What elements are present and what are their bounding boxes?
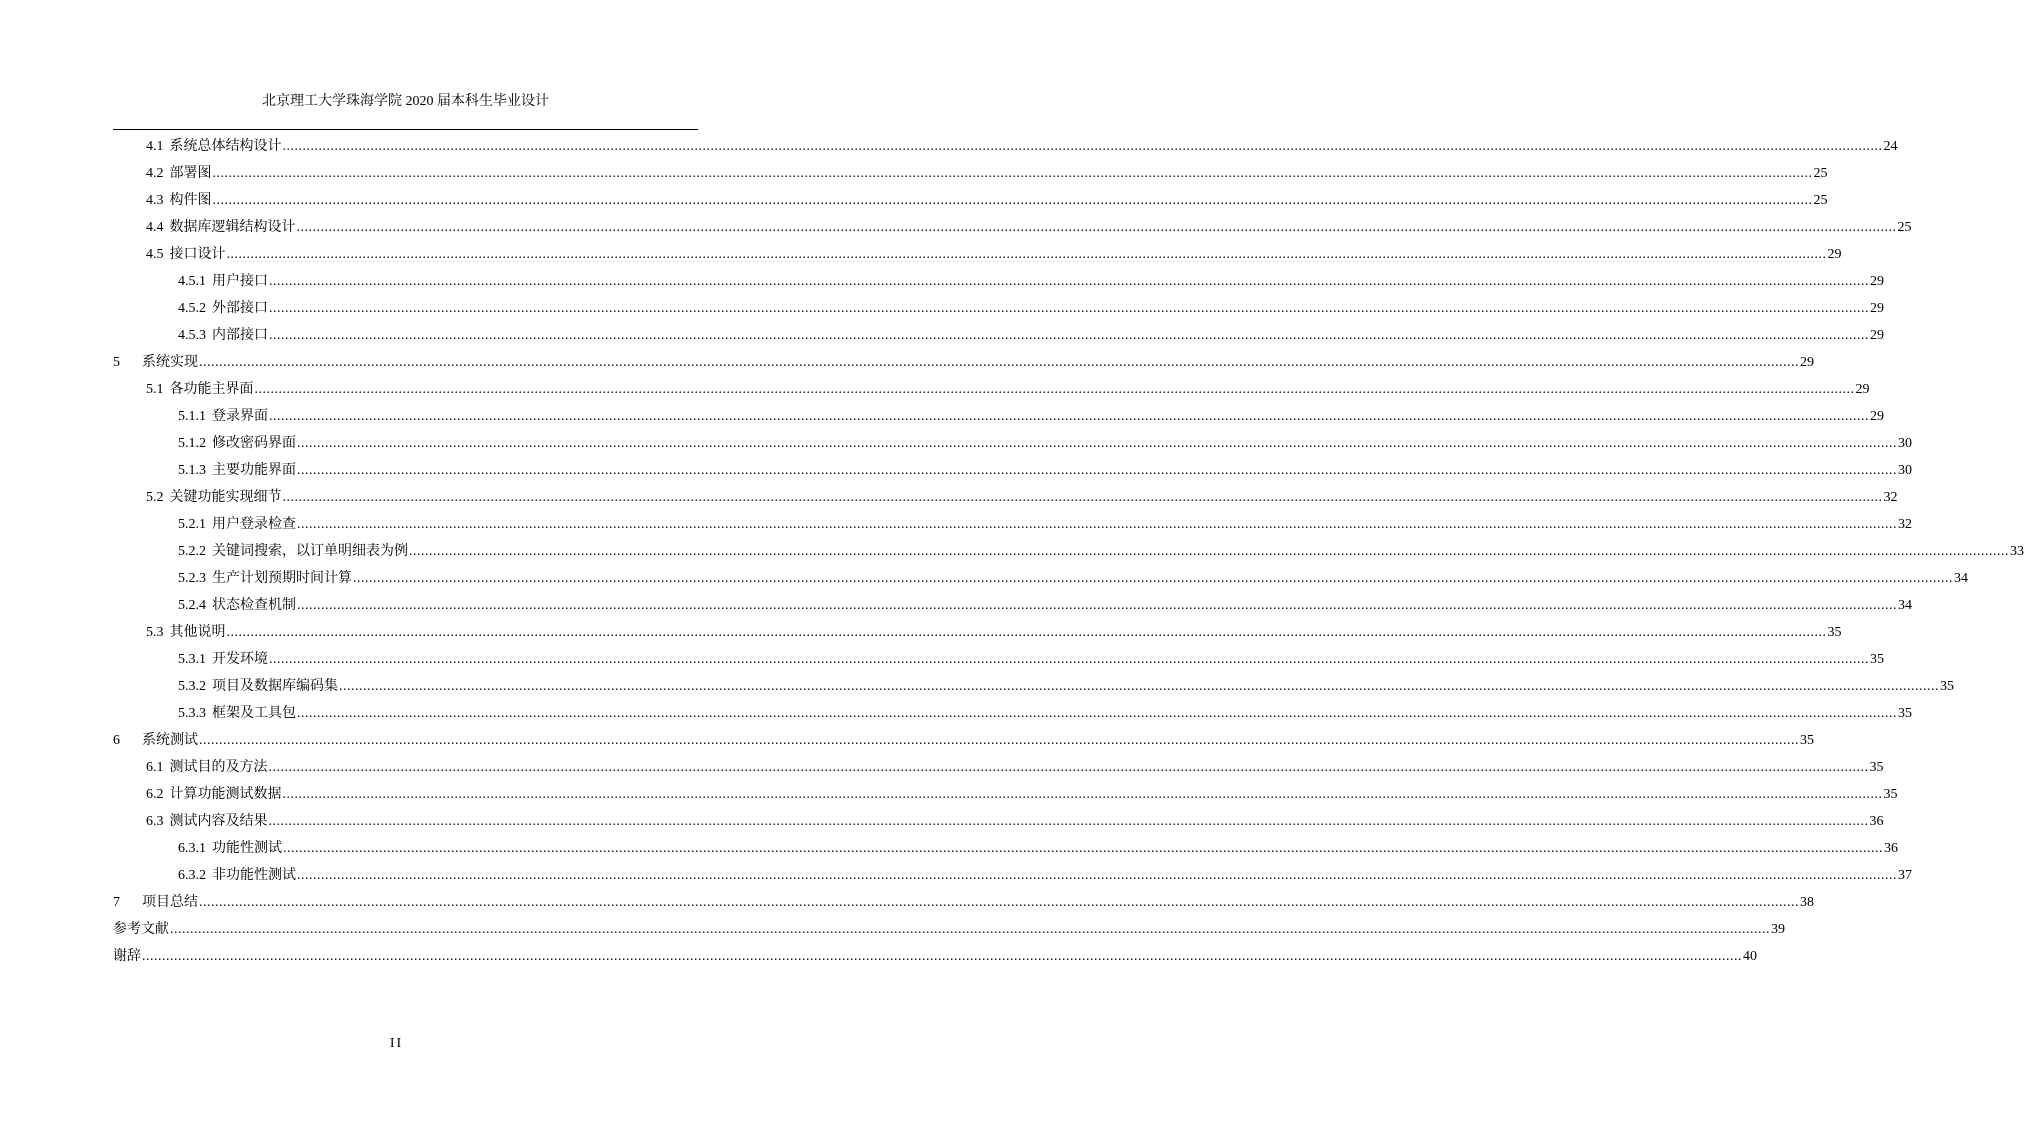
toc-entry[interactable] bbox=[146, 755, 1884, 781]
toc-entry-page: 24 bbox=[1883, 139, 1898, 154]
page-number: II bbox=[389, 1036, 404, 1051]
dot-leader: ................................................................................................................................................................................................................................................................................................................................................................................................................ bbox=[268, 814, 1869, 829]
dot-leader: ................................................................................................................................................................................................................................................................................................................................................................................................................ bbox=[199, 733, 1799, 748]
toc-entry-page: 36 bbox=[1884, 841, 1898, 856]
toc-entry-number: 6.2 bbox=[146, 787, 164, 802]
toc-entry-number: 6.3 bbox=[146, 814, 164, 829]
toc-entry-page: 37 bbox=[1898, 868, 1912, 883]
toc-entry-page: 35 bbox=[1898, 706, 1912, 721]
dot-leader: ................................................................................................................................................................................................................................................................................................................................................................................................................ bbox=[199, 355, 1799, 370]
toc-entry-title: 用户登录检查 bbox=[212, 517, 296, 532]
toc-entry-title: 关键词搜索，以订单明细表为例 bbox=[212, 544, 408, 559]
toc-entry[interactable] bbox=[146, 782, 1898, 808]
toc-entry-page: 29 bbox=[1800, 355, 1814, 370]
toc-entry[interactable] bbox=[178, 296, 1884, 322]
toc-entry-page: 30 bbox=[1898, 436, 1912, 451]
toc-entry-number: 4.5.2 bbox=[178, 301, 206, 316]
toc-entry[interactable] bbox=[146, 620, 1842, 646]
toc-entry-number: 6.3.2 bbox=[178, 868, 206, 883]
dot-leader: ................................................................................................................................................................................................................................................................................................................................................................................................................ bbox=[269, 301, 1869, 316]
toc-entry-page: 39 bbox=[1771, 922, 1785, 937]
toc-entry[interactable] bbox=[146, 134, 1898, 160]
toc-entry-page: 25 bbox=[1813, 193, 1828, 208]
toc-entry[interactable] bbox=[178, 566, 1968, 592]
toc-entry[interactable] bbox=[178, 431, 1912, 457]
toc-entry-title: 项目及数据库编码集 bbox=[212, 679, 338, 694]
dot-leader: ................................................................................................................................................................................................................................................................................................................................................................................................................ bbox=[282, 787, 1883, 802]
toc-entry-number: 6.3.1 bbox=[178, 841, 206, 856]
dot-leader: ................................................................................................................................................................................................................................................................................................................................................................................................................ bbox=[269, 409, 1869, 424]
running-header: 北京理工大学珠海学院 2020 届本科生毕业设计 bbox=[262, 94, 549, 109]
toc-entry-number: 5.3.3 bbox=[178, 706, 206, 721]
dot-leader: ................................................................................................................................................................................................................................................................................................................................................................................................................ bbox=[297, 706, 1897, 721]
toc-entry-number: 6.1 bbox=[146, 760, 164, 775]
toc-entry[interactable] bbox=[178, 323, 1884, 349]
toc-entry-page: 34 bbox=[1898, 598, 1912, 613]
toc-entry-title: 外部接口 bbox=[212, 301, 268, 316]
toc-entry-page: 29 bbox=[1870, 409, 1884, 424]
toc-entry[interactable] bbox=[146, 161, 1828, 187]
dot-leader: ................................................................................................................................................................................................................................................................................................................................................................................................................ bbox=[212, 166, 1813, 181]
toc-entry-number: 5.2.1 bbox=[178, 517, 206, 532]
toc-entry[interactable] bbox=[113, 944, 1757, 970]
toc-entry-number: 4.5 bbox=[146, 247, 164, 262]
dot-leader: ................................................................................................................................................................................................................................................................................................................................................................................................................ bbox=[212, 193, 1813, 208]
toc-entry-page: 25 bbox=[1813, 166, 1828, 181]
toc-entry-title: 接口设计 bbox=[169, 247, 226, 262]
toc-entry-title: 状态检查机制 bbox=[212, 598, 296, 613]
dot-leader: ................................................................................................................................................................................................................................................................................................................................................................................................................ bbox=[282, 490, 1883, 505]
toc-entry[interactable] bbox=[113, 728, 1814, 754]
toc-entry-page: 29 bbox=[1827, 247, 1842, 262]
toc-entry-title: 数据库逻辑结构设计 bbox=[169, 220, 296, 235]
dot-leader: ................................................................................................................................................................................................................................................................................................................................................................................................................ bbox=[199, 895, 1799, 910]
toc-entry-title: 构件图 bbox=[169, 193, 212, 208]
dot-leader: ................................................................................................................................................................................................................................................................................................................................................................................................................ bbox=[297, 868, 1897, 883]
toc-entry-title: 系统实现 bbox=[142, 355, 198, 370]
toc-entry-title: 测试目的及方法 bbox=[169, 760, 268, 775]
toc-entry-number: 4.4 bbox=[146, 220, 164, 235]
toc-entry-title: 登录界面 bbox=[212, 409, 268, 424]
toc-entry-title: 非功能性测试 bbox=[212, 868, 296, 883]
dot-leader: ................................................................................................................................................................................................................................................................................................................................................................................................................ bbox=[339, 679, 1939, 694]
toc-entry-title: 项目总结 bbox=[142, 895, 198, 910]
toc-entry[interactable] bbox=[146, 188, 1828, 214]
toc-entry[interactable] bbox=[113, 350, 1814, 376]
toc-entry[interactable] bbox=[113, 890, 1814, 916]
toc-entry[interactable] bbox=[146, 215, 1912, 241]
toc-entry-page: 29 bbox=[1870, 301, 1884, 316]
toc-entry-title: 计算功能测试数据 bbox=[169, 787, 282, 802]
dot-leader: ................................................................................................................................................................................................................................................................................................................................................................................................................ bbox=[269, 328, 1869, 343]
toc-entry-page: 29 bbox=[1855, 382, 1870, 397]
dot-leader: ................................................................................................................................................................................................................................................................................................................................................................................................................ bbox=[297, 463, 1897, 478]
toc-entry-page: 40 bbox=[1743, 949, 1757, 964]
dot-leader: ................................................................................................................................................................................................................................................................................................................................................................................................................ bbox=[296, 220, 1897, 235]
dot-leader: ................................................................................................................................................................................................................................................................................................................................................................................................................ bbox=[226, 625, 1827, 640]
dot-leader: ................................................................................................................................................................................................................................................................................................................................................................................................................ bbox=[226, 247, 1827, 262]
toc-entry[interactable] bbox=[146, 242, 1842, 268]
toc-entry[interactable] bbox=[146, 377, 1870, 403]
toc-entry-number: 5.1.2 bbox=[178, 436, 206, 451]
toc-entry-number: 5.2 bbox=[146, 490, 164, 505]
toc-entry-page: 33 bbox=[2010, 544, 2024, 559]
toc-entry[interactable] bbox=[178, 674, 1954, 700]
toc-entry-number: 4.1 bbox=[146, 139, 164, 154]
toc-entry-page: 30 bbox=[1898, 463, 1912, 478]
toc-entry[interactable] bbox=[146, 809, 1884, 835]
toc-entry[interactable] bbox=[178, 836, 1898, 862]
dot-leader: ................................................................................................................................................................................................................................................................................................................................................................................................................ bbox=[297, 598, 1897, 613]
toc-entry-title: 其他说明 bbox=[169, 625, 226, 640]
toc-entry-number: 5.2.2 bbox=[178, 544, 206, 559]
dot-leader: ................................................................................................................................................................................................................................................................................................................................................................................................................ bbox=[254, 382, 1855, 397]
dot-leader: ................................................................................................................................................................................................................................................................................................................................................................................................................ bbox=[269, 652, 1869, 667]
toc-entry-number: 5 bbox=[113, 355, 120, 370]
toc-entry-number: 4.2 bbox=[146, 166, 164, 181]
toc-entry-number: 5.1.3 bbox=[178, 463, 206, 478]
dot-leader: ................................................................................................................................................................................................................................................................................................................................................................................................................ bbox=[353, 571, 1953, 586]
toc-entry-title: 主要功能界面 bbox=[212, 463, 296, 478]
dot-leader: ................................................................................................................................................................................................................................................................................................................................................................................................................ bbox=[297, 517, 1897, 532]
toc-entry-number: 5.2.4 bbox=[178, 598, 206, 613]
toc-entry-title: 关键功能实现细节 bbox=[169, 490, 282, 505]
toc-entry-number: 4.5.3 bbox=[178, 328, 206, 343]
dot-leader: ................................................................................................................................................................................................................................................................................................................................................................................................................ bbox=[297, 436, 1897, 451]
toc-entry-number: 5.3.2 bbox=[178, 679, 206, 694]
toc-entry-title: 测试内容及结果 bbox=[169, 814, 268, 829]
toc-entry-page: 32 bbox=[1898, 517, 1912, 532]
toc-entry-title: 参考文献 bbox=[113, 922, 169, 937]
toc-entry-title: 生产计划预期时间计算 bbox=[212, 571, 352, 586]
toc-entry-title: 框架及工具包 bbox=[212, 706, 296, 721]
toc-entry-title: 谢辞 bbox=[113, 949, 141, 964]
toc-entry[interactable] bbox=[146, 485, 1898, 511]
toc-entry-page: 36 bbox=[1869, 814, 1884, 829]
toc-entry-page: 35 bbox=[1869, 760, 1884, 775]
toc-entry-number: 4.3 bbox=[146, 193, 164, 208]
toc-entry-title: 开发环境 bbox=[212, 652, 268, 667]
dot-leader: ................................................................................................................................................................................................................................................................................................................................................................................................................ bbox=[269, 274, 1869, 289]
toc-entry[interactable] bbox=[178, 512, 1912, 538]
dot-leader: ................................................................................................................................................................................................................................................................................................................................................................................................................ bbox=[282, 139, 1883, 154]
dot-leader: ................................................................................................................................................................................................................................................................................................................................................................................................................ bbox=[283, 841, 1883, 856]
toc-entry-page: 32 bbox=[1883, 490, 1898, 505]
toc-entry-number: 7 bbox=[113, 895, 120, 910]
dot-leader: ................................................................................................................................................................................................................................................................................................................................................................................................................ bbox=[170, 922, 1770, 937]
toc-entry-number: 5.3.1 bbox=[178, 652, 206, 667]
toc-entry[interactable] bbox=[178, 404, 1884, 430]
toc-entry-title: 内部接口 bbox=[212, 328, 268, 343]
toc-entry-page: 35 bbox=[1940, 679, 1954, 694]
toc-entry-title: 系统测试 bbox=[142, 733, 198, 748]
toc-entry-page: 35 bbox=[1883, 787, 1898, 802]
toc-entry-number: 5.1.1 bbox=[178, 409, 206, 424]
toc-entry-title: 各功能主界面 bbox=[169, 382, 254, 397]
toc-entry-page: 25 bbox=[1897, 220, 1912, 235]
dot-leader: ................................................................................................................................................................................................................................................................................................................................................................................................................ bbox=[268, 760, 1869, 775]
dot-leader: ................................................................................................................................................................................................................................................................................................................................................................................................................ bbox=[142, 949, 1742, 964]
toc-entry-page: 34 bbox=[1954, 571, 1968, 586]
toc-entry-number: 5.1 bbox=[146, 382, 164, 397]
toc-entry-page: 35 bbox=[1827, 625, 1842, 640]
toc-entry-page: 29 bbox=[1870, 274, 1884, 289]
toc-entry-page: 29 bbox=[1870, 328, 1884, 343]
toc-entry[interactable] bbox=[178, 701, 1912, 727]
toc-entry[interactable] bbox=[178, 458, 1912, 484]
toc-entry-page: 38 bbox=[1800, 895, 1814, 910]
toc-entry-title: 系统总体结构设计 bbox=[169, 139, 282, 154]
toc-entry-number: 4.5.1 bbox=[178, 274, 206, 289]
dot-leader: ................................................................................................................................................................................................................................................................................................................................................................................................................ bbox=[409, 544, 2009, 559]
toc-entry[interactable] bbox=[178, 593, 1912, 619]
toc-entry-number: 5.3 bbox=[146, 625, 164, 640]
toc-entry[interactable] bbox=[178, 269, 1884, 295]
header-rule bbox=[113, 129, 698, 130]
toc-entry[interactable] bbox=[178, 539, 2024, 565]
toc-entry-page: 35 bbox=[1870, 652, 1884, 667]
toc-entry-number: 5.2.3 bbox=[178, 571, 206, 586]
toc-entry-title: 修改密码界面 bbox=[212, 436, 296, 451]
toc-entry-title: 用户接口 bbox=[212, 274, 268, 289]
toc-entry-number: 6 bbox=[113, 733, 120, 748]
toc-entry-page: 35 bbox=[1800, 733, 1814, 748]
toc-entry-title: 功能性测试 bbox=[212, 841, 282, 856]
toc-entry[interactable] bbox=[113, 917, 1785, 943]
toc-entry[interactable] bbox=[178, 863, 1912, 889]
toc-entry[interactable] bbox=[178, 647, 1884, 673]
toc-entry-title: 部署图 bbox=[169, 166, 212, 181]
